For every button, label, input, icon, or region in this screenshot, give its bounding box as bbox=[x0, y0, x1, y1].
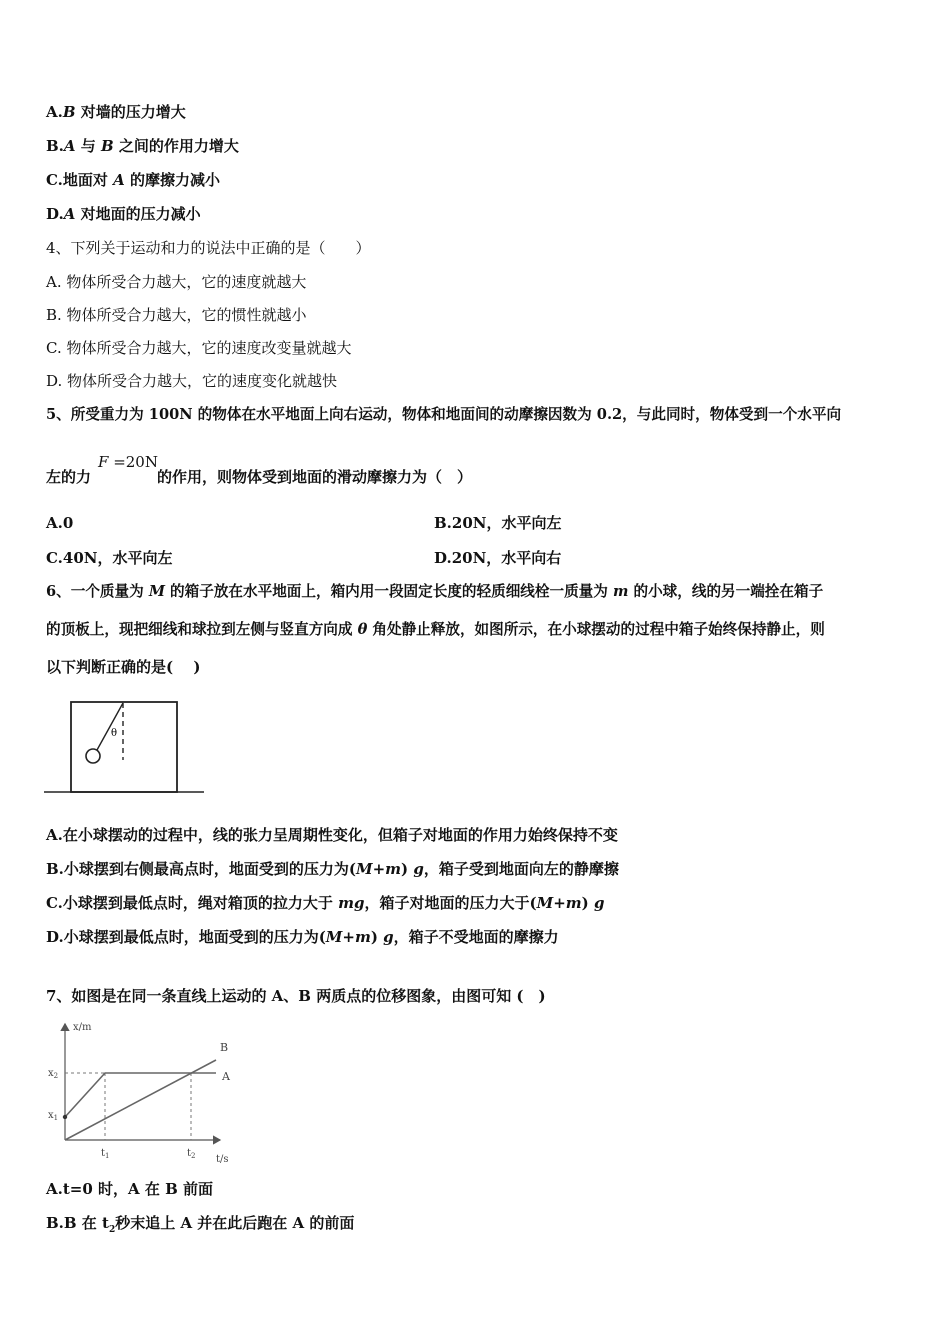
q3-option-c: C.地面对 A 的摩擦力减小 bbox=[46, 171, 221, 189]
q6-option-c: C.小球摆到最低点时，绳对箱顶的拉力大于 mg，箱子对地面的压力大于(M+m) g bbox=[46, 894, 605, 912]
q4-option-b: B. 物体所受合力越大，它的惯性就越小 bbox=[46, 306, 307, 324]
q4-stem: 4、下列关于运动和力的说法中正确的是（ ） bbox=[46, 239, 371, 257]
q6-box-pendulum-figure bbox=[44, 698, 208, 796]
q7-option-b: B.B 在 $t_2$秒末追上 A 并在此后跑在 A 的前面 bbox=[46, 1214, 355, 1235]
q4-option-a: A. 物体所受合力越大，它的速度就越大 bbox=[46, 273, 307, 291]
string-line bbox=[97, 703, 123, 750]
q5-option-d: D.20N，水平向右 bbox=[434, 549, 562, 567]
q6-stem-line1: 6、一个质量为 M 的箱子放在水平地面上，箱内用一段固定长度的轻质细线栓一质量为 m 的小球，线的另一端拴在箱子 bbox=[46, 583, 824, 600]
q6-stem-line3: 以下判断正确的是( ) bbox=[46, 658, 201, 676]
q5-option-b: B.20N，水平向左 bbox=[434, 514, 562, 532]
y-axis-label: x/m bbox=[73, 1022, 92, 1033]
box-outline bbox=[71, 702, 177, 792]
q5-option-a: A.0 bbox=[46, 514, 74, 532]
a-start-point bbox=[63, 1115, 67, 1119]
t2-label: $t_2$ bbox=[187, 1148, 196, 1160]
theta-label: θ bbox=[111, 728, 118, 739]
line-a bbox=[65, 1073, 216, 1117]
q3-option-b: B.A 与 B 之间的作用力增大 bbox=[46, 137, 239, 155]
q6-option-d: D.小球摆到最低点时，地面受到的压力为(M+m) g，箱子不受地面的摩擦力 bbox=[46, 928, 559, 946]
ball-circle bbox=[86, 749, 100, 763]
q5-formula: F =20N bbox=[98, 453, 158, 471]
q3-option-d: D.A 对地面的压力减小 bbox=[46, 205, 201, 223]
q5-option-c: C.40N，水平向左 bbox=[46, 549, 173, 567]
q4-option-c: C. 物体所受合力越大，它的速度改变量就越大 bbox=[46, 339, 352, 357]
q5-stem-line1: 5、所受重力为 100N 的物体在水平地面上向右运动，物体和地面间的动摩擦因数为 0.2，与此同时，物体受到一个水平向 bbox=[46, 406, 842, 423]
x-axis-label: t/s bbox=[216, 1154, 229, 1165]
line-b-label: B bbox=[220, 1041, 229, 1054]
q4-option-d: D. 物体所受合力越大，它的速度变化就越快 bbox=[46, 372, 338, 390]
q7-displacement-graph bbox=[40, 1016, 240, 1168]
t1-label: $t_1$ bbox=[101, 1148, 110, 1160]
x2-label: $x_2$ bbox=[48, 1068, 59, 1080]
q6-stem-line2: 的顶板上，现把细线和球拉到左侧与竖直方向成 θ 角处静止释放，如图所示，在小球摆动的过程中箱子始终保持静止，则 bbox=[46, 621, 825, 638]
line-a-label: A bbox=[222, 1070, 230, 1083]
q5-stem-line2: 左的力 的作用，则物体受到地面的滑动摩擦力为（ ） bbox=[46, 468, 473, 486]
q6-option-b: B.小球摆到右侧最高点时，地面受到的压力为(M+m) g，箱子受到地面向左的静摩擦 bbox=[46, 860, 619, 878]
line-b bbox=[65, 1060, 216, 1140]
q6-option-a: A.在小球摆动的过程中，线的张力呈周期性变化，但箱子对地面的作用力始终保持不变 bbox=[46, 826, 618, 844]
q7-stem: 7、如图是在同一条直线上运动的 A、B 两质点的位移图象，由图可知 ( ) bbox=[46, 987, 546, 1005]
q7-option-a: A.t=0 时，A 在 B 前面 bbox=[46, 1180, 214, 1198]
q3-option-a: A.B 对墙的压力增大 bbox=[46, 103, 186, 121]
x1-label: $x_1$ bbox=[48, 1110, 59, 1122]
